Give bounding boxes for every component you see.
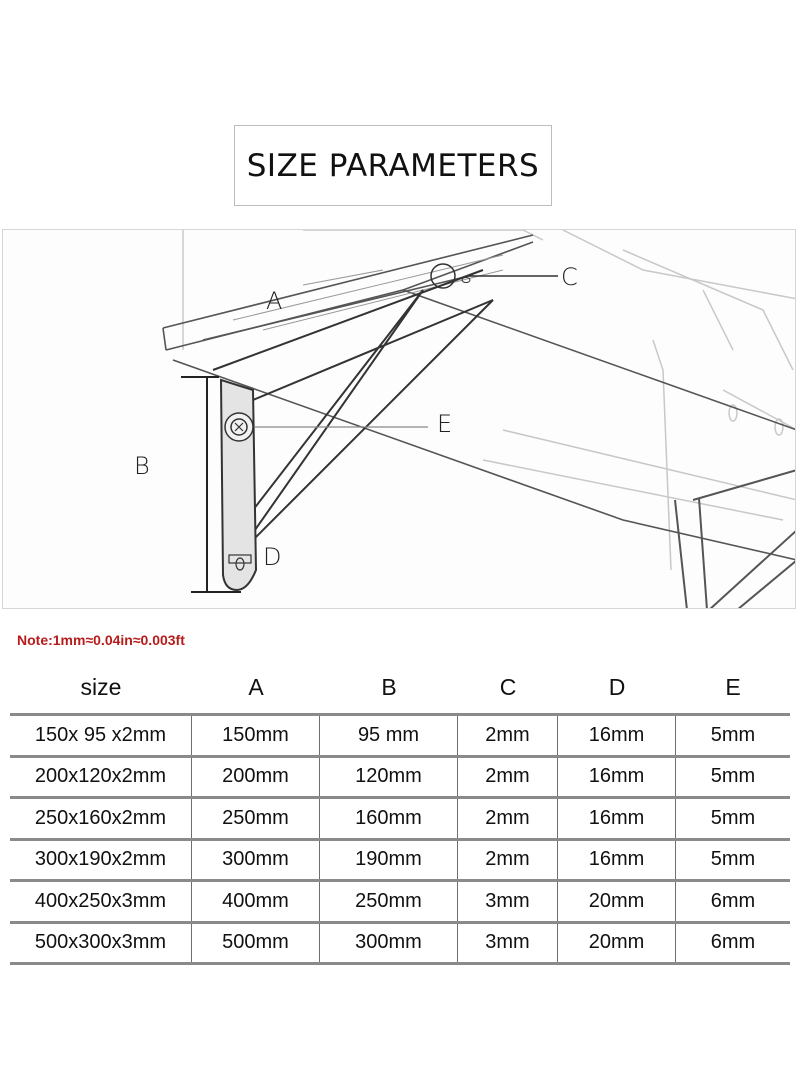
cell-size: 500x300x3mm	[10, 924, 192, 963]
table-body	[10, 713, 790, 965]
cell-e: 6mm	[710, 931, 756, 954]
cell-a: 150mm	[192, 716, 320, 755]
cell-b: 300mm	[320, 924, 458, 963]
cell-c: 2mm	[458, 758, 558, 797]
cell-c: 3mm	[458, 924, 558, 963]
cell-d: 16mm	[558, 758, 676, 797]
label-d: D	[263, 543, 282, 571]
table-header-row	[10, 668, 790, 712]
header-b: B	[381, 674, 397, 700]
cell-c: 3mm	[458, 882, 558, 921]
label-e: E	[437, 410, 453, 438]
cell-c: 2mm	[458, 841, 558, 880]
page-title: SIZE PARAMETERS	[234, 125, 552, 206]
cell-a: 500mm	[192, 924, 320, 963]
header-size: size	[80, 674, 122, 700]
bracket-sketch	[3, 230, 796, 609]
cell-b: 95 mm	[320, 716, 458, 755]
label-c: C	[561, 263, 578, 291]
cell-c: 2mm	[458, 716, 558, 755]
cell-b: 120mm	[320, 758, 458, 797]
cell-size: 300x190x2mm	[10, 841, 192, 880]
cell-d: 20mm	[558, 882, 676, 921]
cell-d: 16mm	[558, 799, 676, 838]
table-row	[10, 838, 790, 880]
cell-e: 5mm	[710, 848, 756, 871]
header-e: E	[725, 674, 741, 700]
cell-d: 20mm	[558, 924, 676, 963]
cell-a: 300mm	[192, 841, 320, 880]
cell-b: 160mm	[320, 799, 458, 838]
cell-e: 5mm	[710, 723, 756, 746]
cell-e: 5mm	[710, 765, 756, 788]
table-row	[10, 921, 790, 966]
cell-b: 190mm	[320, 841, 458, 880]
cell-e: 6mm	[710, 889, 756, 912]
cell-a: 200mm	[192, 758, 320, 797]
cell-size: 200x120x2mm	[10, 758, 192, 797]
cell-size: 250x160x2mm	[10, 799, 192, 838]
header-a: A	[248, 674, 264, 700]
cell-e: 5mm	[710, 806, 756, 829]
cell-b: 250mm	[320, 882, 458, 921]
table-row	[10, 713, 790, 755]
cell-a: 400mm	[192, 882, 320, 921]
cell-size: 400x250x3mm	[10, 882, 192, 921]
cell-size: 150x 95 x2mm	[10, 716, 192, 755]
header-d: D	[608, 674, 626, 700]
label-b: B	[134, 452, 150, 480]
table-row	[10, 796, 790, 838]
bracket-diagram	[2, 229, 796, 609]
table-row	[10, 755, 790, 797]
label-a: A	[266, 287, 283, 315]
cell-d: 16mm	[558, 716, 676, 755]
unit-conversion-note: Note:1mm≈0.04in≈0.003ft	[17, 632, 185, 648]
cell-d: 16mm	[558, 841, 676, 880]
header-c: C	[499, 674, 517, 700]
table-row	[10, 879, 790, 921]
cell-a: 250mm	[192, 799, 320, 838]
size-parameter-table	[10, 668, 790, 954]
cell-c: 2mm	[458, 799, 558, 838]
